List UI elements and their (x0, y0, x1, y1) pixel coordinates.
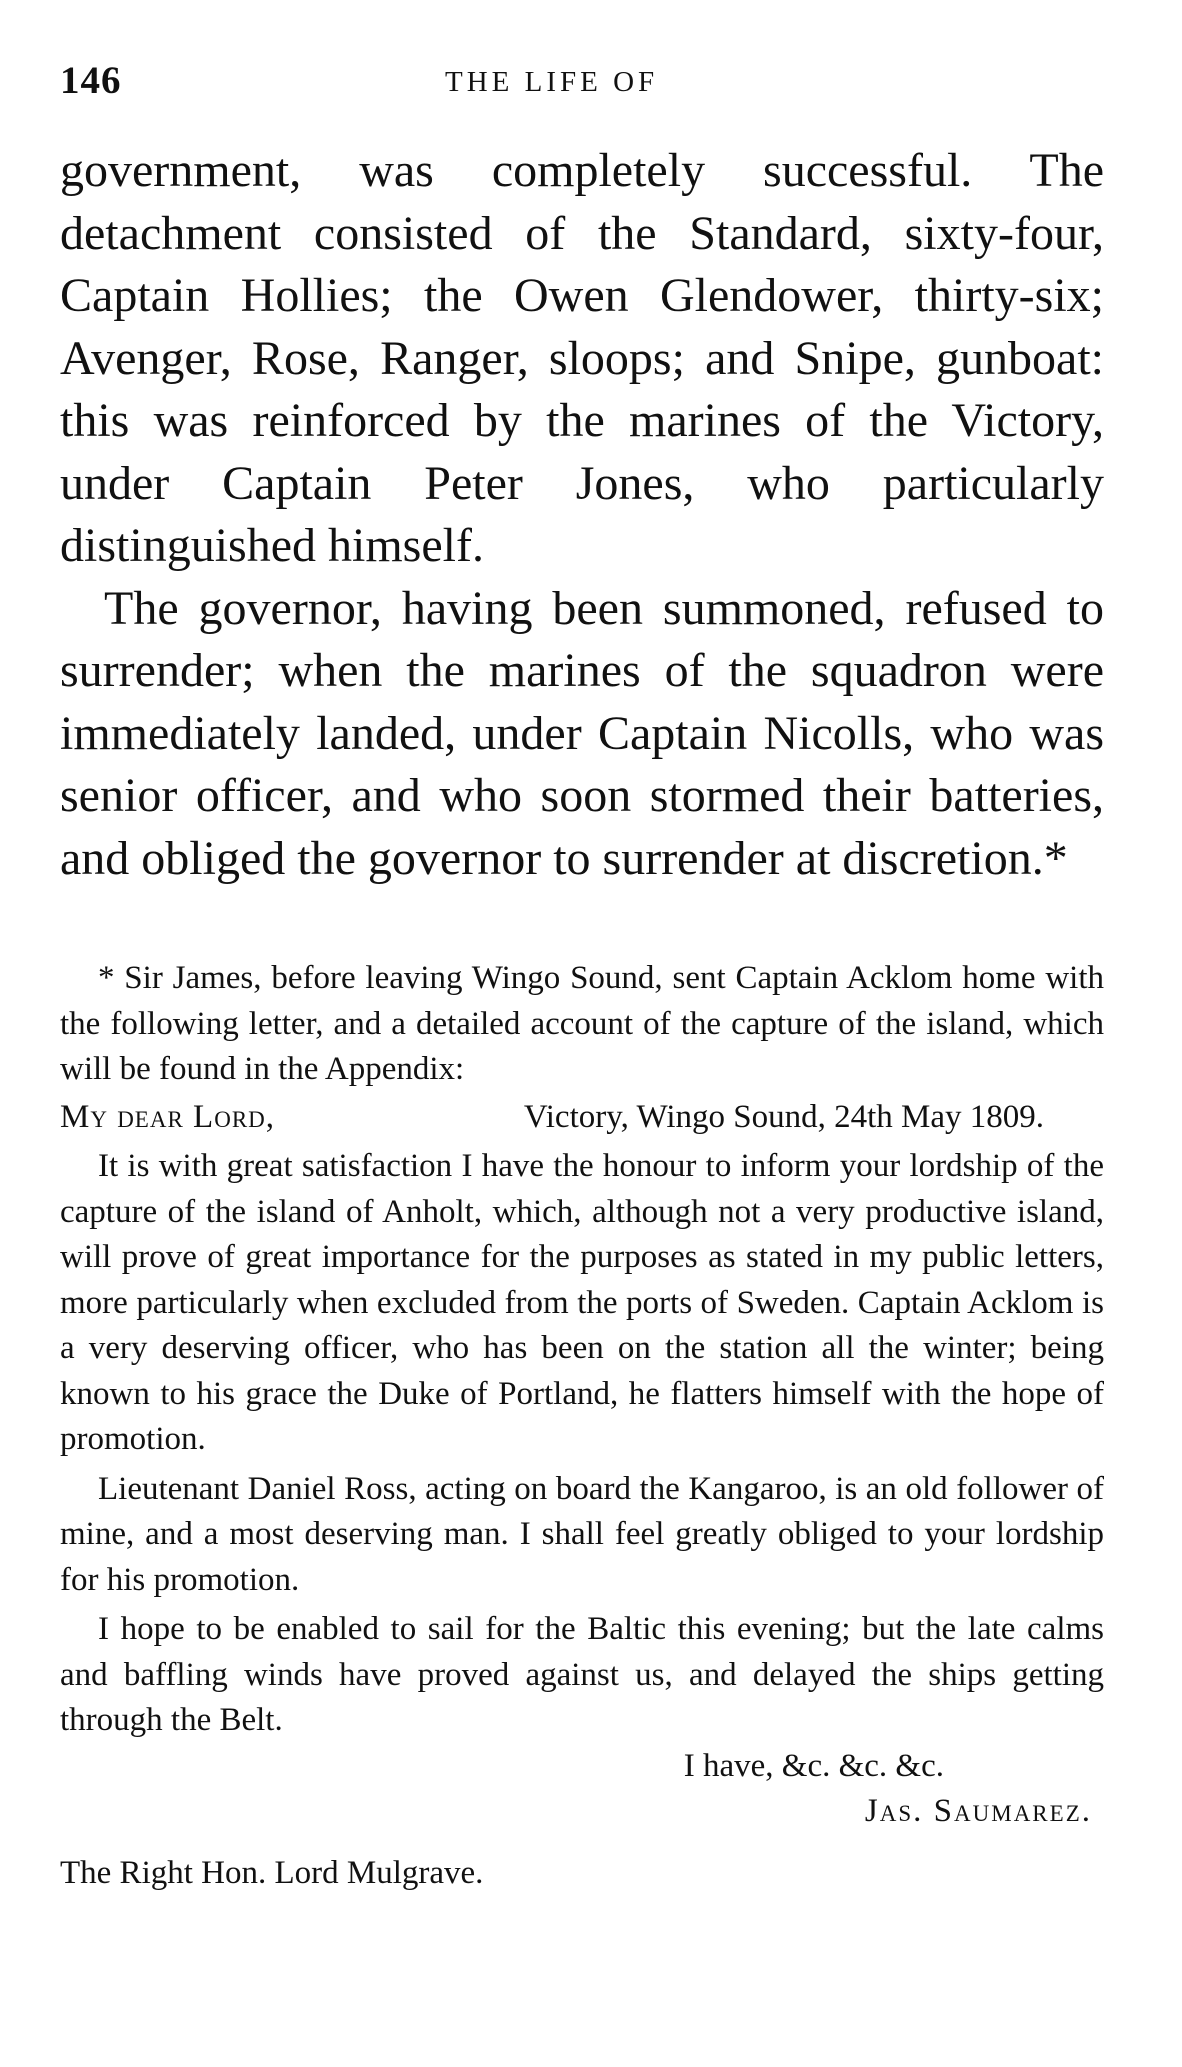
letter-paragraph-1: It is with great satisfaction I have the honour to inform your lordship of the capture of the island of Anholt, which, although not a very productive island, will prove of great importance for the purposes as stated in my public letters, more particularly when excluded from the ports of Sweden. Captain Acklom is a very deserving officer, who has been on the station all the winter; being known to his grace the Duke of Portland, he flatters himself with the hope of promotion. (60, 1148, 1104, 1457)
footnote-intro: * Sir James, before leaving Wingo Sound, sent Captain Acklom home with the following letter, and a detailed account of the capture of the island, which will be found in the Appendix: (60, 960, 1104, 1087)
page-number: 146 (60, 59, 122, 102)
letter-dateline: Victory, Wingo Sound, 24th May 1809. (523, 1098, 1044, 1135)
main-paragraph-2: The governor, having been summoned, refused to surrender; when the marines of the squadron were immediately landed, under Captain Nicolls, who was senior officer, and who soon stormed their batteries, and obliged the governor to surrender at discretion.* (60, 581, 1104, 885)
letter-closing: I have, &c. &c. &c. (683, 1747, 944, 1784)
letter-addressee: The Right Hon. Lord Mulgrave. (60, 1854, 484, 1891)
main-paragraph-1: government, was completely successful. The detachment consisted of the Standard, sixty-four, Captain Hollies; the Owen Glendower, thirty-six; Avenger, Rose, Ranger, sloops; and Snipe, gunboat: this was reinforced by the marines of the Victory, under Captain Peter Jones, who particularly distinguished himself. (60, 144, 1104, 572)
letter-signature: Jas. Saumarez. (864, 1793, 1092, 1829)
page-header (60, 58, 1104, 108)
letter-salutation: My dear Lord, (60, 1098, 276, 1135)
letter-paragraph-2: Lieutenant Daniel Ross, acting on board the Kangaroo, is an old follower of mine, and a most deserving man. I shall feel greatly obliged to your lordship for his promotion. (60, 1470, 1104, 1598)
letter-heading (60, 1095, 1104, 1141)
letter-paragraph-3: I hope to be enabled to sail for the Baltic this evening; but the late calms and baffling winds have proved against us, and delayed the ships getting through the Belt. (60, 1611, 1104, 1738)
running-title: THE LIFE OF (445, 66, 659, 98)
main-text (60, 140, 1104, 890)
footnote (60, 956, 1104, 1896)
